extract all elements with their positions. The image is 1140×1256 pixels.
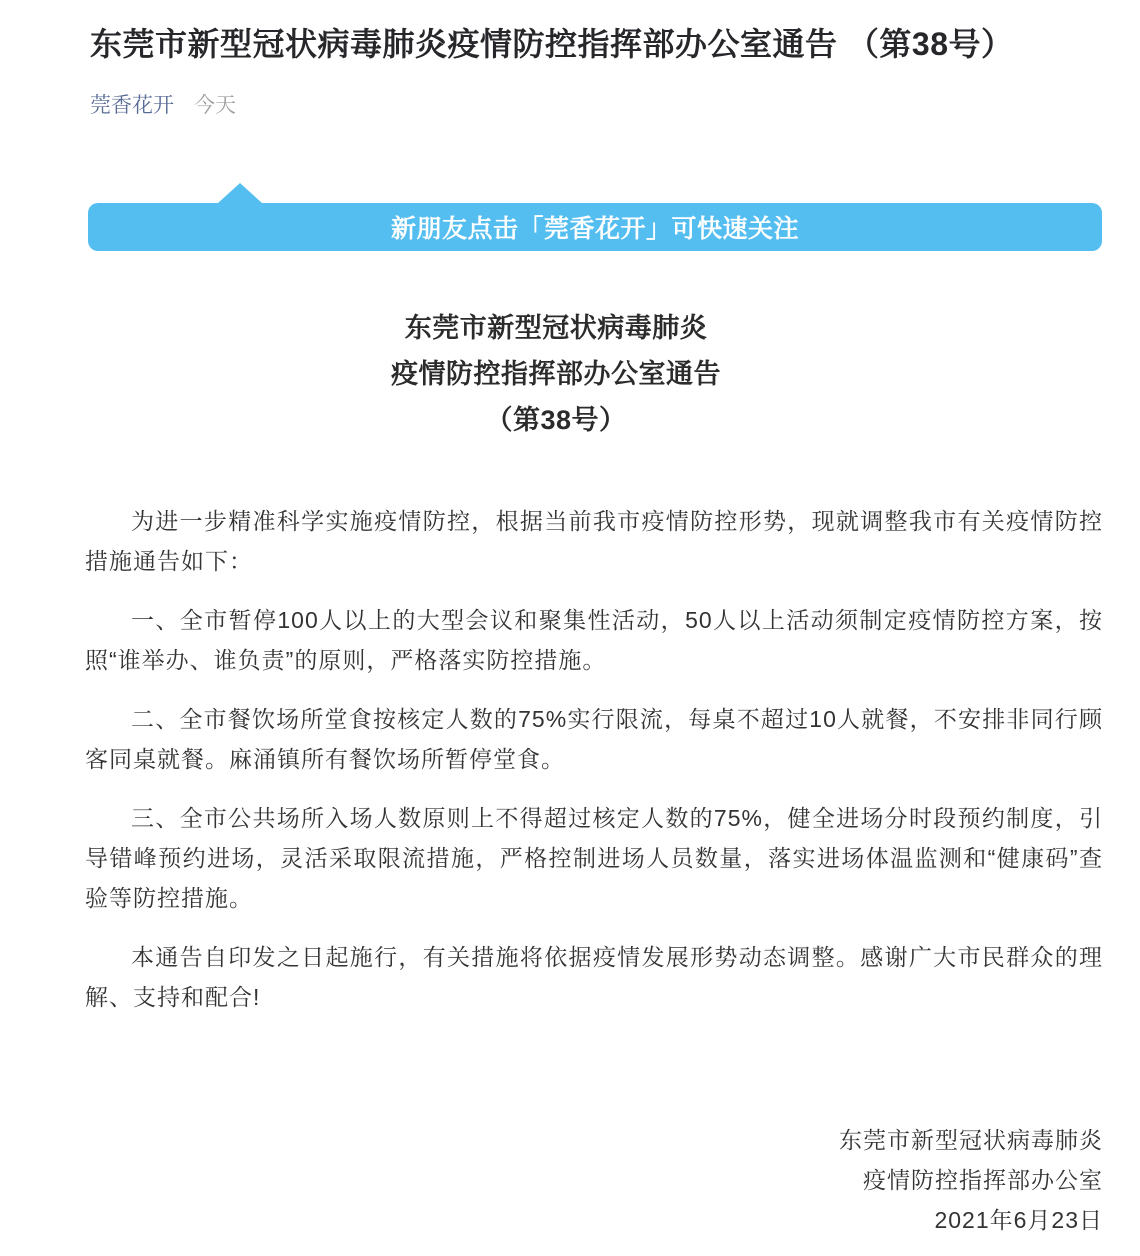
notice-heading-number: （第38号） (485, 405, 627, 435)
follow-banner-button[interactable] (88, 203, 1102, 251)
notice-paragraph-intro: 为进一步精准科学实施疫情防控，根据当前我市疫情防控形势，现就调整我市有关疫情防控措施通告如下： (85, 508, 1103, 574)
banner-arrow-icon (218, 183, 262, 203)
account-name-link[interactable]: 莞香花开 (90, 94, 174, 117)
notice-heading (90, 305, 1022, 443)
follow-banner-section (0, 183, 1140, 251)
signature-line: 东莞市新型冠状病毒肺炎 (839, 1127, 1103, 1153)
follow-banner-label: 新朋友点击「莞香花开」可快速关注 (390, 215, 799, 243)
notice-signature (85, 1120, 1103, 1240)
signature-line: 疫情防控指挥部办公室 (863, 1167, 1103, 1193)
page-title: 东莞市新型冠状病毒肺炎疫情防控指挥部办公室通告 （第38号） (90, 26, 1014, 62)
notice-body (85, 501, 1103, 1017)
signature-date: 2021年6月23日 (934, 1207, 1103, 1233)
notice-paragraph-item-2: 二、全市餐饮场所堂食按核定人数的75%实行限流，每桌不超过10人就餐，不安排非同行顾客同桌就餐。麻涌镇所有餐饮场所暂停堂食。 (85, 706, 1103, 772)
publish-time: 今天 (194, 94, 236, 117)
notice-heading-line: 东莞市新型冠状病毒肺炎 (404, 313, 708, 343)
article-meta (90, 93, 1140, 118)
notice-heading-line: 疫情防控指挥部办公室通告 (391, 359, 721, 389)
notice-paragraph-closing: 本通告自印发之日起施行，有关措施将依据疫情发展形势动态调整。感谢广大市民群众的理解、支持和配合! (85, 944, 1103, 1010)
notice-paragraph-item-1: 一、全市暂停100人以上的大型会议和聚集性活动，50人以上活动须制定疫情防控方案，按照“谁举办、谁负责”的原则，严格落实防控措施。 (85, 607, 1103, 673)
notice-paragraph-item-3: 三、全市公共场所入场人数原则上不得超过核定人数的75%，健全进场分时段预约制度，引导错峰预约进场，灵活采取限流措施，严格控制进场人员数量，落实进场体温监测和“健康码”查验等防控措施。 (85, 805, 1103, 911)
